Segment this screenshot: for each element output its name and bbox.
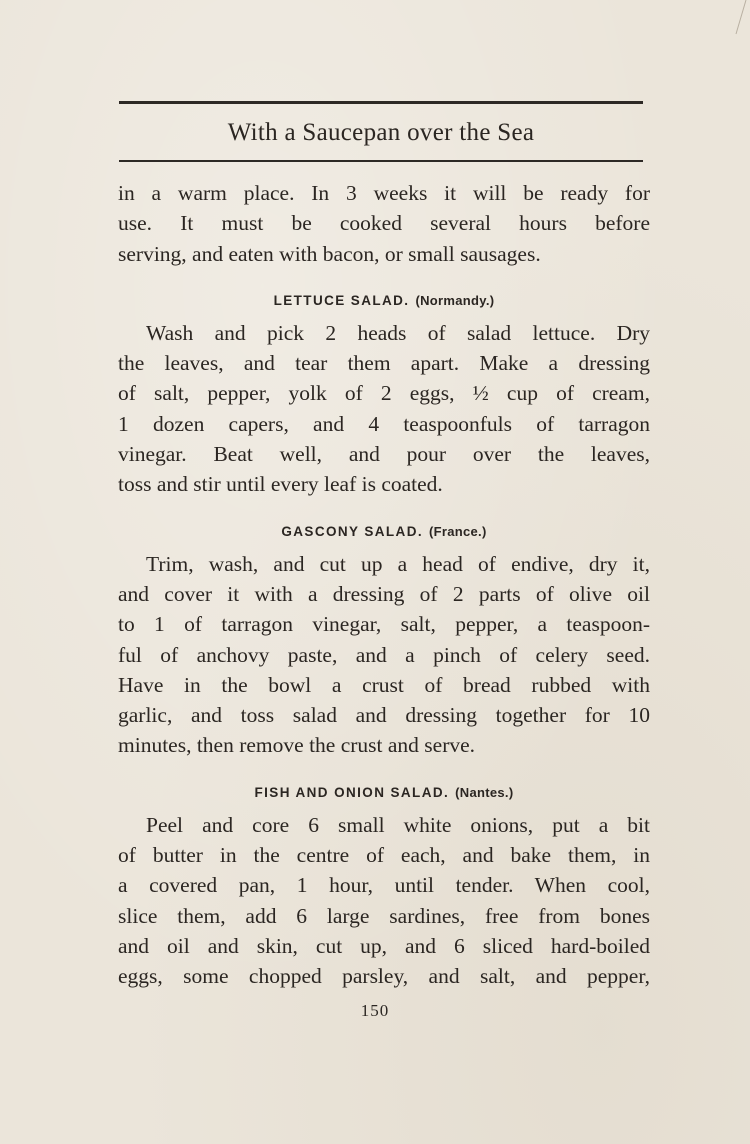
recipe-heading: [118, 783, 650, 803]
page-body: [118, 178, 650, 992]
recipe-title: LETTUCE SALAD.: [273, 292, 410, 308]
text-line: Peel and core 6 small white onions, put a bit: [146, 812, 650, 837]
recipe-heading: [118, 291, 650, 311]
text-line: a covered pan, 1 hour, until tender. When cool,: [118, 873, 650, 898]
text-line: ful of anchovy paste, and a pinch of celery seed.: [118, 642, 650, 667]
recipe-place: (Nantes.): [455, 784, 514, 800]
text-line: minutes, then remove the crust and serve.: [118, 733, 476, 758]
text-line: of salt, pepper, yolk of 2 eggs, ½ cup of cream,: [118, 381, 650, 406]
recipe-heading: [118, 522, 650, 542]
page-corner-crease: [710, 0, 750, 60]
text-line: and oil and skin, cut up, and 6 sliced hard-boiled: [118, 933, 650, 958]
recipe-paragraph: [118, 810, 650, 992]
text-line: toss and stir until every leaf is coated.: [118, 472, 443, 497]
recipe-place: (France.): [429, 523, 487, 539]
text-line: garlic, and toss salad and dressing together for 10: [118, 703, 650, 728]
continuation-paragraph: [118, 178, 650, 269]
text-line: use. It must be cooked several hours before: [118, 211, 650, 236]
text-line: vinegar. Beat well, and pour over the leaves,: [118, 442, 650, 467]
text-line: of butter in the centre of each, and bake them, in: [118, 843, 650, 868]
recipe-place: (Normandy.): [415, 292, 495, 308]
recipe-paragraph: [118, 549, 650, 761]
text-line: in a warm place. In 3 weeks it will be ready for: [118, 181, 650, 205]
recipe-title: GASCONY SALAD.: [281, 523, 423, 539]
running-head: With a Saucepan over the Sea: [227, 119, 535, 146]
text-line: serving, and eaten with bacon, or small sausages.: [118, 241, 541, 266]
page-number: 150: [360, 1001, 390, 1020]
text-line: 1 dozen capers, and 4 teaspoonfuls of tarragon: [118, 411, 650, 436]
header-rule-bottom: [119, 160, 643, 162]
recipe-title: FISH AND ONION SALAD.: [254, 784, 450, 800]
recipe-fish-and-onion-salad: [118, 783, 650, 992]
text-line: Have in the bowl a crust of bread rubbed with: [118, 672, 650, 697]
header-rule-top: [119, 101, 643, 104]
text-line: and cover it with a dressing of 2 parts of olive oil: [118, 581, 650, 606]
text-line: slice them, add 6 large sardines, free from bones: [118, 903, 650, 928]
recipe-paragraph: [118, 318, 650, 500]
text-line: Trim, wash, and cut up a head of endive, dry it,: [146, 551, 650, 576]
text-line: to 1 of tarragon vinegar, salt, pepper, a teaspoon-: [118, 612, 650, 637]
recipe-lettuce-salad: [118, 291, 650, 500]
text-line: eggs, some chopped parsley, and salt, and pepper,: [118, 964, 650, 989]
text-line: the leaves, and tear them apart. Make a dressing: [118, 351, 650, 376]
recipe-gascony-salad: [118, 522, 650, 761]
text-line: Wash and pick 2 heads of salad lettuce. Dry: [146, 320, 650, 345]
